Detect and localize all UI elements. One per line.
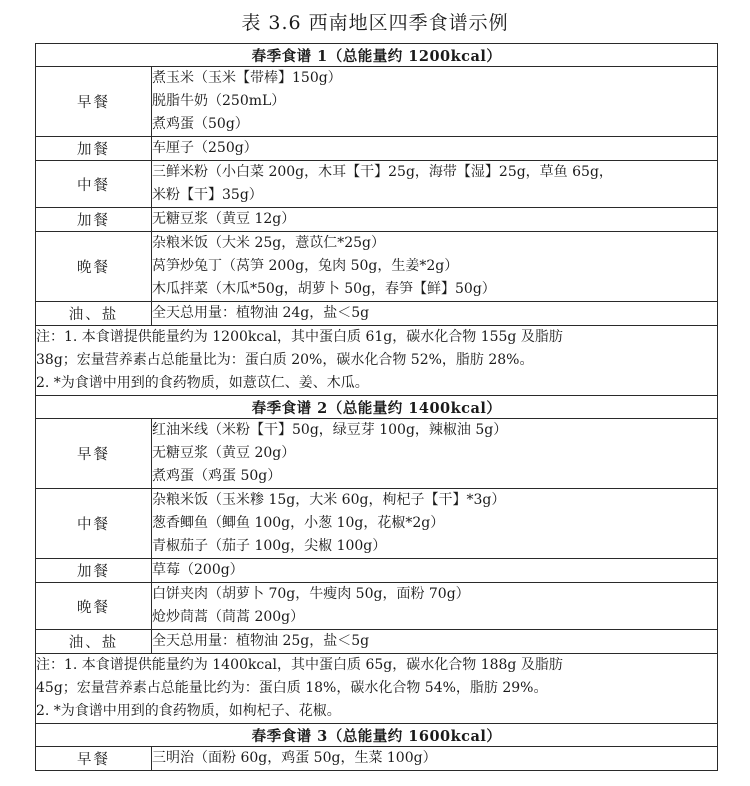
meal-items <box>152 489 718 559</box>
meal-items <box>152 232 718 302</box>
meal-items <box>152 67 718 137</box>
notes-row <box>36 326 718 396</box>
food-item: 煮鸡蛋（鸡蛋 50g） <box>152 468 282 484</box>
meal-label: 油、盐 <box>36 630 152 654</box>
meal-label: 晚餐 <box>36 232 152 302</box>
meal-row-oil-salt <box>36 302 718 326</box>
note-line: 注：1. 本食谱提供能量约为 1400kcal，其中蛋白质 65g，碳水化合物 188g 及脂肪 <box>36 657 563 673</box>
note-line: 45g；宏量营养素占总能量比约为：蛋白质 18%，碳水化合物 54%，脂肪 29%。 <box>36 680 548 696</box>
section-header-row <box>36 44 718 67</box>
section-header-row <box>36 396 718 419</box>
food-item: 无糖豆浆（黄豆 20g） <box>152 445 296 461</box>
meal-row-dinner <box>36 232 718 302</box>
meal-items <box>152 747 718 771</box>
meal-label: 中餐 <box>36 161 152 208</box>
notes-row <box>36 654 718 724</box>
meal-label: 早餐 <box>36 419 152 489</box>
section-header: 春季食谱 1（总能量约 1200kcal） <box>36 44 718 67</box>
meal-items <box>152 161 718 208</box>
meal-items <box>152 208 718 232</box>
meal-label: 加餐 <box>36 208 152 232</box>
meal-label: 晚餐 <box>36 583 152 630</box>
meal-items <box>152 630 718 654</box>
meal-row-breakfast <box>36 419 718 489</box>
food-item: 三鲜米粉（小白菜 200g，木耳【干】25g，海带【湿】25g，草鱼 65g， <box>152 164 613 180</box>
food-item: 莴笋炒兔丁（莴笋 200g，兔肉 50g，生姜*2g） <box>152 258 459 274</box>
meal-items <box>152 559 718 583</box>
meal-label: 中餐 <box>36 489 152 559</box>
section-header: 春季食谱 2（总能量约 1400kcal） <box>36 396 718 419</box>
meal-row-dinner <box>36 583 718 630</box>
meal-row-snack <box>36 137 718 161</box>
table-title: 表 3.6 西南地区四季食谱示例 <box>241 12 509 34</box>
meal-label: 早餐 <box>36 747 152 771</box>
food-item: 米粉【干】35g） <box>152 187 263 203</box>
food-item: 红油米线（米粉【干】50g，绿豆芽 100g，辣椒油 5g） <box>152 422 508 438</box>
meal-row-lunch <box>36 489 718 559</box>
section-notes <box>36 326 718 396</box>
food-item: 煮玉米（玉米【带棒】150g） <box>152 70 342 86</box>
meal-items <box>152 419 718 489</box>
food-item: 煮鸡蛋（50g） <box>152 116 249 132</box>
section-notes <box>36 654 718 724</box>
food-item: 青椒茄子（茄子 100g，尖椒 100g） <box>152 538 387 554</box>
meal-label: 早餐 <box>36 67 152 137</box>
meal-row-snack <box>36 559 718 583</box>
meal-row-oil-salt <box>36 630 718 654</box>
section-header: 春季食谱 3（总能量约 1600kcal） <box>36 724 718 747</box>
meal-label: 加餐 <box>36 137 152 161</box>
food-item: 三明治（面粉 60g，鸡蛋 50g，生菜 100g） <box>152 750 437 766</box>
meal-items <box>152 583 718 630</box>
note-line: 38g；宏量营养素占总能量比为：蛋白质 20%，碳水化合物 52%，脂肪 28%。 <box>36 352 534 368</box>
food-item: 全天总用量：植物油 25g，盐＜5g <box>152 633 370 649</box>
food-item: 葱香鲫鱼（鲫鱼 100g，小葱 10g，花椒*2g） <box>152 515 445 531</box>
meal-items <box>152 302 718 326</box>
food-item: 杂粮米饭（大米 25g，薏苡仁*25g） <box>152 235 386 251</box>
food-item: 无糖豆浆（黄豆 12g） <box>152 211 296 227</box>
meal-items <box>152 137 718 161</box>
food-item: 炝炒茼蒿（茼蒿 200g） <box>152 609 305 625</box>
food-item: 车厘子（250g） <box>152 140 258 156</box>
section-header-row <box>36 724 718 747</box>
meal-row-snack <box>36 208 718 232</box>
note-line: 2. *为食谱中用到的食药物质，如薏苡仁、姜、木瓜。 <box>36 375 369 391</box>
meal-row-breakfast <box>36 67 718 137</box>
meal-row-breakfast <box>36 747 718 771</box>
recipe-table <box>35 43 718 771</box>
food-item: 草莓（200g） <box>152 562 244 578</box>
meal-label: 加餐 <box>36 559 152 583</box>
food-item: 全天总用量：植物油 24g，盐＜5g <box>152 305 370 321</box>
note-line: 注：1. 本食谱提供能量约为 1200kcal，其中蛋白质 61g，碳水化合物 155g 及脂肪 <box>36 329 563 345</box>
food-item: 杂粮米饭（玉米糁 15g，大米 60g，枸杞子【干】*3g） <box>152 492 506 508</box>
note-line: 2. *为食谱中用到的食药物质，如枸杞子、花椒。 <box>36 703 341 719</box>
meal-label: 油、盐 <box>36 302 152 326</box>
food-item: 木瓜拌菜（木瓜*50g，胡萝卜 50g，春笋【鲜】50g） <box>152 281 496 297</box>
food-item: 脱脂牛奶（250mL） <box>152 93 286 109</box>
food-item: 白饼夹肉（胡萝卜 70g，牛瘦肉 50g，面粉 70g） <box>152 586 470 602</box>
meal-row-lunch <box>36 161 718 208</box>
